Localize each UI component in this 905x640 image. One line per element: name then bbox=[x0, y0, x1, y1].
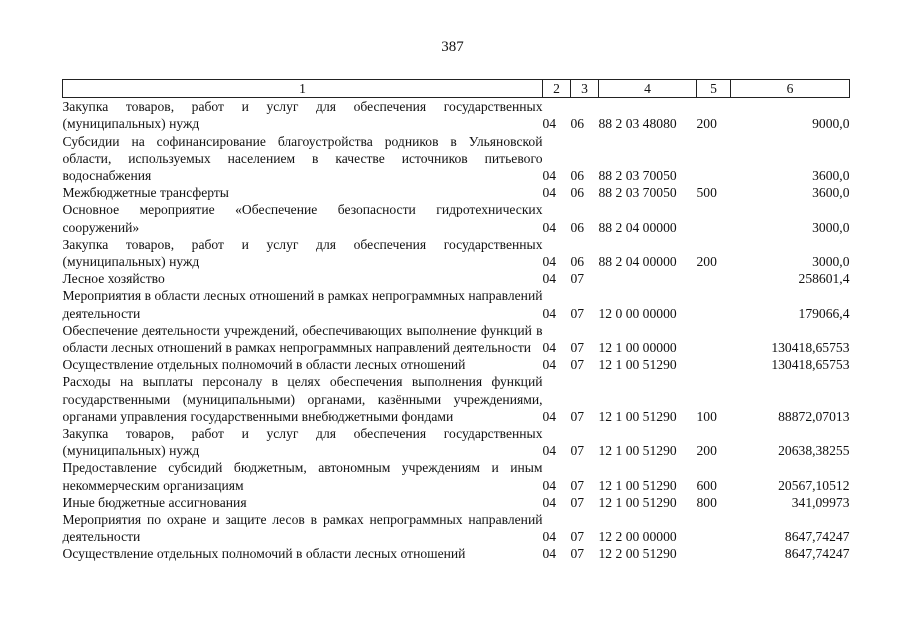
row-name: Закупка товаров, работ и услуг для обеспечения государственных (муниципальных) нужд bbox=[62, 99, 543, 132]
row-target-article: 12 1 00 51290 bbox=[598, 477, 677, 493]
row-sum: 20638,38255 bbox=[778, 443, 850, 459]
row-subsection: 07 bbox=[570, 494, 585, 510]
row-section: 04 bbox=[542, 443, 557, 459]
row-target-article: 88 2 03 48080 bbox=[598, 116, 677, 132]
row-name: Лесное хозяйство bbox=[62, 271, 165, 287]
row-subsection: 07 bbox=[570, 477, 585, 493]
row-target-article: 12 1 00 51290 bbox=[598, 443, 677, 459]
row-target-article: 12 1 00 51290 bbox=[598, 408, 677, 424]
row-section: 04 bbox=[542, 340, 557, 356]
row-target-article: 12 1 00 51290 bbox=[598, 357, 677, 373]
row-sum: 3000,0 bbox=[812, 254, 850, 270]
table-row bbox=[63, 459, 850, 493]
row-expense-type: 600 bbox=[696, 477, 717, 493]
row-section: 04 bbox=[542, 529, 557, 545]
row-target-article: 88 2 04 00000 bbox=[598, 219, 677, 235]
table-row bbox=[63, 494, 850, 511]
row-section: 04 bbox=[542, 494, 557, 510]
table-row bbox=[63, 545, 850, 562]
column-header-section: 2 bbox=[543, 80, 571, 98]
row-expense-type bbox=[697, 201, 731, 235]
row-target-article: 12 1 00 51290 bbox=[598, 494, 677, 510]
row-subsection: 06 bbox=[570, 219, 585, 235]
row-sum: 20567,10512 bbox=[778, 477, 850, 493]
row-sum: 8647,74247 bbox=[784, 529, 850, 545]
row-section: 04 bbox=[542, 168, 557, 184]
row-name: Расходы на выплаты персоналу в целях обеспечения выполнения функций государственными (муниципальными) органами, казёнными учреждениями, органами управления государственными внебюджетными фондами bbox=[62, 374, 543, 424]
table-body bbox=[63, 98, 850, 563]
row-subsection: 06 bbox=[570, 185, 585, 201]
row-name: Осуществление отдельных полномочий в области лесных отношений bbox=[62, 357, 466, 373]
table-header-row bbox=[63, 80, 850, 98]
row-expense-type: 500 bbox=[696, 185, 717, 201]
row-section: 04 bbox=[542, 116, 557, 132]
row-expense-type bbox=[697, 545, 731, 562]
row-expense-type bbox=[697, 322, 731, 356]
table-row bbox=[63, 373, 850, 425]
row-target-article bbox=[599, 270, 697, 287]
row-expense-type: 200 bbox=[696, 443, 717, 459]
row-subsection: 06 bbox=[570, 116, 585, 132]
table-row bbox=[63, 356, 850, 373]
row-target-article: 88 2 03 70050 bbox=[598, 185, 677, 201]
row-subsection: 07 bbox=[570, 340, 585, 356]
row-section: 04 bbox=[542, 477, 557, 493]
table-row bbox=[63, 322, 850, 356]
row-sum: 130418,65753 bbox=[771, 357, 850, 373]
row-expense-type: 800 bbox=[696, 494, 717, 510]
row-name: Основное мероприятие «Обеспечение безопасности гидротехнических сооружений» bbox=[62, 202, 543, 235]
row-sum: 3600,0 bbox=[812, 185, 850, 201]
row-target-article: 88 2 03 70050 bbox=[598, 168, 677, 184]
row-expense-type bbox=[697, 133, 731, 185]
column-header-expense-type: 5 bbox=[697, 80, 731, 98]
table-row bbox=[63, 425, 850, 459]
row-subsection: 07 bbox=[570, 408, 585, 424]
row-section: 04 bbox=[542, 305, 557, 321]
row-target-article: 88 2 04 00000 bbox=[598, 254, 677, 270]
row-name: Мероприятия в области лесных отношений в рамках непрограммных направлений деятельности bbox=[62, 288, 543, 321]
column-header-name: 1 bbox=[63, 80, 543, 98]
row-name: Обеспечение деятельности учреждений, обеспечивающих выполнение функций в области лесных отношений в рамках непрограммных направлений деятельности bbox=[62, 322, 543, 356]
row-subsection: 07 bbox=[570, 529, 585, 545]
row-subsection: 07 bbox=[570, 305, 585, 321]
row-expense-type: 200 bbox=[696, 116, 717, 132]
row-name: Межбюджетные трансферты bbox=[62, 185, 229, 201]
row-expense-type: 200 bbox=[696, 254, 717, 270]
row-sum: 8647,74247 bbox=[784, 546, 850, 562]
row-section: 04 bbox=[542, 271, 557, 287]
row-target-article: 12 1 00 00000 bbox=[598, 340, 677, 356]
table-row bbox=[63, 201, 850, 235]
row-expense-type bbox=[697, 356, 731, 373]
row-expense-type bbox=[697, 511, 731, 545]
row-subsection: 07 bbox=[570, 546, 585, 562]
row-subsection: 07 bbox=[570, 271, 585, 287]
row-target-article: 12 2 00 00000 bbox=[598, 529, 677, 545]
column-header-sum: 6 bbox=[731, 80, 850, 98]
row-sum: 179066,4 bbox=[798, 305, 850, 321]
row-sum: 3600,0 bbox=[812, 168, 850, 184]
row-name: Субсидии на софинансирование благоустройства родников в Ульяновской области, используемых населением в качестве источников питьевого водоснабжения bbox=[62, 133, 543, 184]
row-section: 04 bbox=[542, 408, 557, 424]
row-expense-type: 100 bbox=[696, 408, 717, 424]
row-section: 04 bbox=[542, 219, 557, 235]
row-sum: 258601,4 bbox=[798, 271, 850, 287]
row-subsection: 06 bbox=[570, 254, 585, 270]
row-name: Закупка товаров, работ и услуг для обеспечения государственных (муниципальных) нужд bbox=[62, 236, 543, 270]
row-sum: 3000,0 bbox=[812, 219, 850, 235]
row-target-article: 12 0 00 00000 bbox=[598, 305, 677, 321]
row-name: Иные бюджетные ассигнования bbox=[62, 494, 247, 510]
table-row bbox=[63, 270, 850, 287]
budget-table bbox=[62, 79, 850, 563]
column-header-target-article: 4 bbox=[599, 80, 697, 98]
row-section: 04 bbox=[542, 546, 557, 562]
row-subsection: 06 bbox=[570, 168, 585, 184]
row-name: Мероприятия по охране и защите лесов в рамках непрограммных направлений деятельности bbox=[62, 512, 543, 545]
row-sum: 88872,07013 bbox=[778, 408, 850, 424]
row-subsection: 07 bbox=[570, 443, 585, 459]
table-row bbox=[63, 287, 850, 321]
row-expense-type bbox=[697, 270, 731, 287]
table-row bbox=[63, 184, 850, 201]
table-row bbox=[63, 133, 850, 185]
row-target-article: 12 2 00 51290 bbox=[598, 546, 677, 562]
row-subsection: 07 bbox=[570, 357, 585, 373]
row-name: Предоставление субсидий бюджетным, автономным учреждениям и иным некоммерческим организациям bbox=[62, 460, 543, 493]
row-section: 04 bbox=[542, 357, 557, 373]
table-row bbox=[63, 236, 850, 270]
row-section: 04 bbox=[542, 254, 557, 270]
page-number: 387 bbox=[441, 39, 464, 55]
row-sum: 341,09973 bbox=[791, 494, 850, 510]
row-name: Осуществление отдельных полномочий в области лесных отношений bbox=[62, 546, 466, 562]
row-expense-type bbox=[697, 287, 731, 321]
row-section: 04 bbox=[542, 185, 557, 201]
row-name: Закупка товаров, работ и услуг для обеспечения государственных (муниципальных) нужд bbox=[62, 426, 543, 459]
row-sum: 130418,65753 bbox=[771, 340, 850, 356]
table-row bbox=[63, 98, 850, 133]
table-row bbox=[63, 511, 850, 545]
row-sum: 9000,0 bbox=[812, 116, 850, 132]
column-header-subsection: 3 bbox=[571, 80, 599, 98]
